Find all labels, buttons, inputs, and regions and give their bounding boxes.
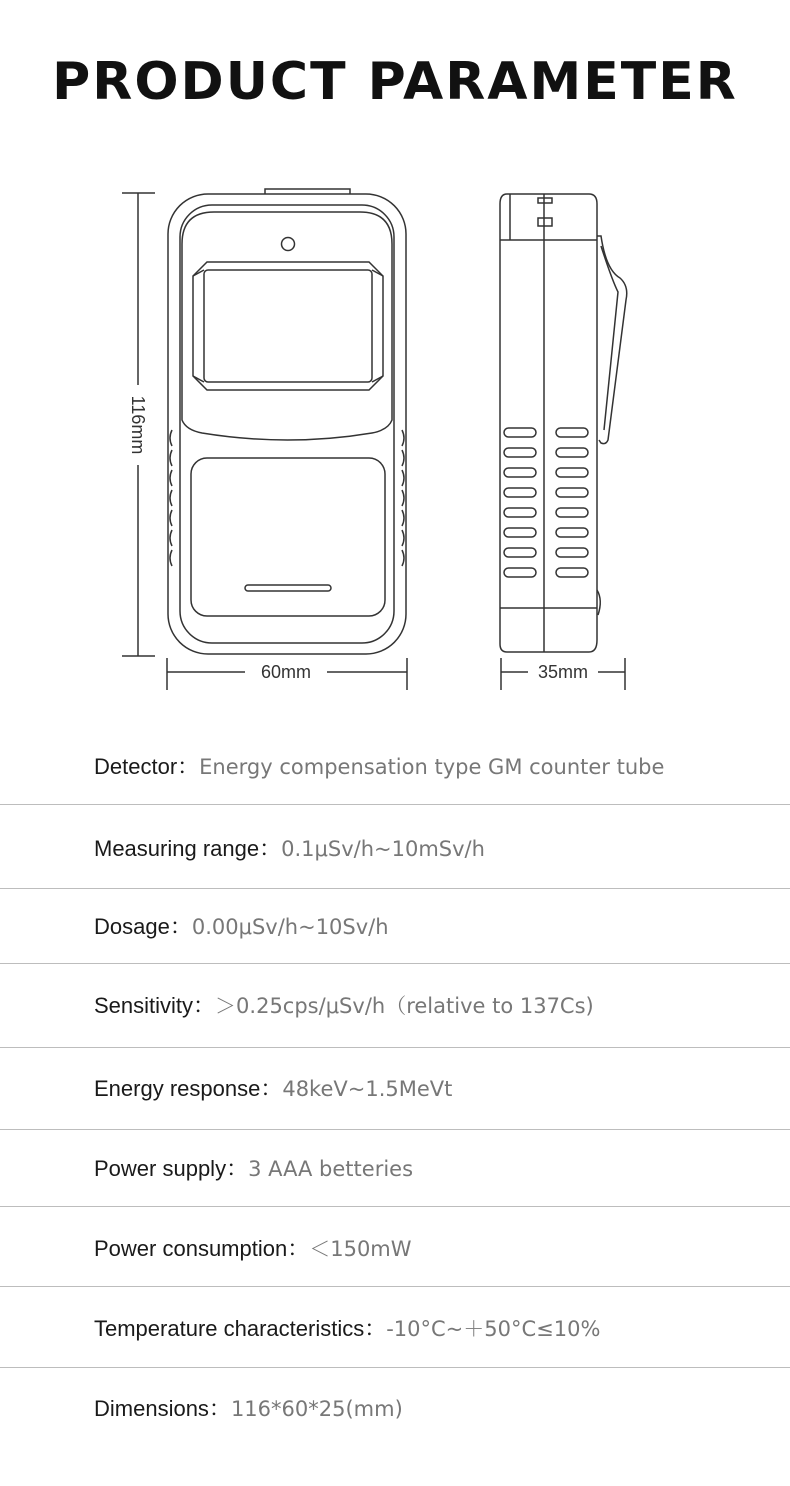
spec-value: 3 AAA betteries	[248, 1157, 414, 1181]
spec-value: ＞0.25cps/μSv/h（relative to 137Cs)	[215, 994, 594, 1018]
side-view	[500, 194, 627, 652]
spec-value: -10°C~＋50°C≤10%	[386, 1317, 601, 1341]
spec-label: Dosage：	[94, 914, 192, 939]
row-divider	[0, 804, 790, 805]
spec-value: 0.00μSv/h~10Sv/h	[191, 915, 389, 939]
front-width-dimension-label: 60mm	[260, 662, 312, 682]
product-dimension-drawing	[0, 180, 790, 700]
spec-value: 116*60*25(mm)	[230, 1397, 403, 1421]
row-divider	[0, 888, 790, 889]
spec-label: Dimensions：	[94, 1396, 231, 1421]
spec-label: Energy response：	[94, 1076, 283, 1101]
row-divider	[0, 1206, 790, 1207]
right-grip-ridges	[402, 430, 404, 566]
height-dimension-label: 116mm	[128, 395, 148, 455]
row-divider	[0, 963, 790, 964]
row-divider	[0, 1286, 790, 1287]
spec-label: Power consumption：	[94, 1236, 310, 1261]
page-title: PRODUCT PARAMETER	[52, 52, 738, 112]
spec-value: 0.1μSv/h~10mSv/h	[281, 837, 485, 861]
side-vent-slots-right	[556, 428, 588, 577]
row-divider	[0, 1047, 790, 1048]
side-vent-slots-left	[504, 428, 536, 577]
spec-label: Measuring range：	[94, 836, 282, 861]
front-view	[168, 189, 406, 654]
row-divider	[0, 1129, 790, 1130]
spec-label: Temperature characteristics：	[94, 1316, 387, 1341]
left-grip-ridges	[170, 430, 172, 566]
spec-label: Detector：	[94, 754, 200, 779]
spec-label: Power supply：	[94, 1156, 249, 1181]
spec-value: 48keV~1.5MeVt	[282, 1077, 453, 1101]
spec-value: Energy compensation type GM counter tube	[199, 755, 665, 779]
spec-value: ＜150mW	[309, 1237, 412, 1261]
side-width-dimension-label: 35mm	[537, 662, 589, 682]
spec-label: Sensitivity：	[94, 993, 216, 1018]
row-divider	[0, 1367, 790, 1368]
